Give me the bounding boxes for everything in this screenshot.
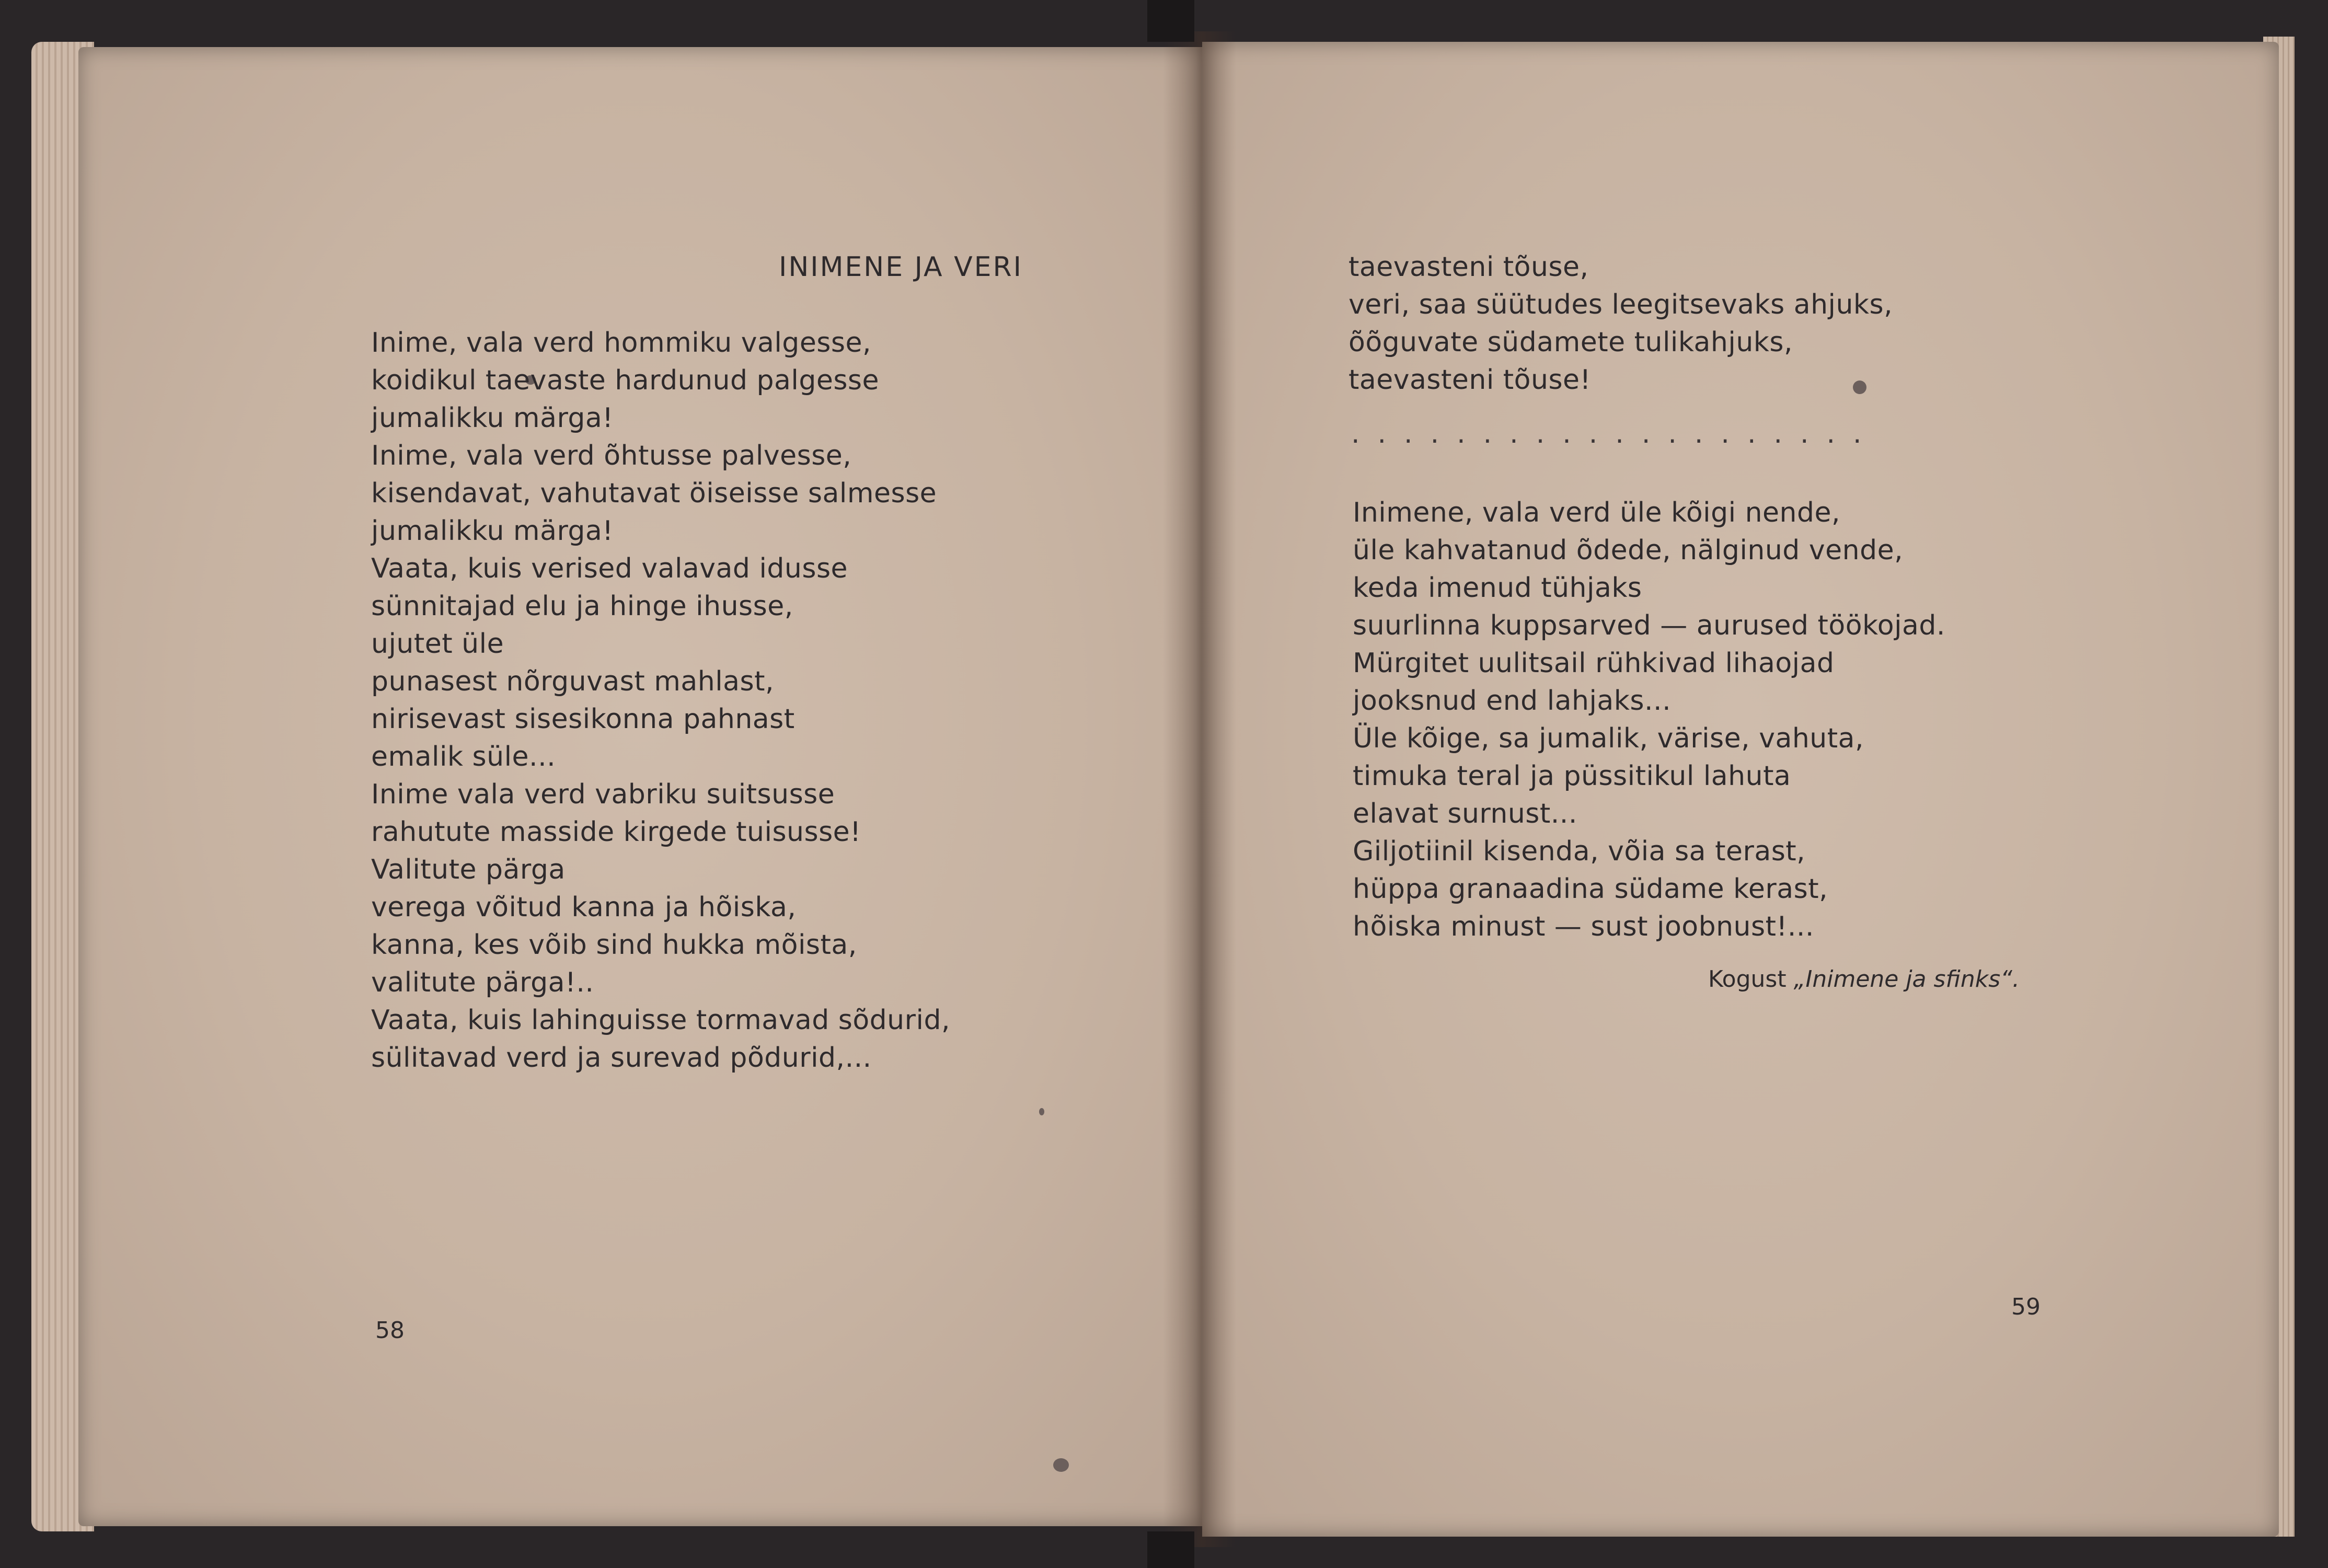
poem-line: nirisevast sisesikonna pahnast	[371, 704, 795, 735]
poem-line: verega võitud kanna ja hõiska,	[371, 892, 797, 923]
poem-line: Giljotiinil kisenda, võia sa terast,	[1353, 836, 1806, 867]
poem-line: taevasteni tõuse!	[1349, 364, 1591, 396]
poem-line: Mürgitet uulitsail rühkivad lihaojad	[1353, 648, 1835, 679]
spine-bottom	[1147, 1531, 1194, 1568]
poem-line: punasest nõrguvast mahlast,	[371, 666, 775, 697]
poem-line: rahutute masside kirgede tuisusse!	[371, 816, 861, 848]
poem-line: suurlinna kuppsarved — aurused töökojad.	[1353, 610, 1945, 641]
source-title: „Inimene ja sfinks“.	[1793, 966, 2020, 993]
poem-right-stanza-2	[1353, 494, 2163, 946]
poem-line: üle kahvatanud õdede, nälginud vende,	[1353, 535, 1904, 566]
poem-line: sülitavad verd ja surevad põdurid,...	[371, 1042, 872, 1074]
dotted-separator: ....................	[1351, 418, 1880, 449]
poem-line: koidikul taevaste hardunud palgesse	[371, 365, 880, 396]
poem-line: kanna, kes võib sind hukka mõista,	[371, 929, 857, 961]
spine-top	[1147, 0, 1194, 42]
poem-line: keda imenud tühjaks	[1353, 572, 1642, 604]
poem-line: jumalikku märga!	[371, 515, 614, 547]
poem-line: jooksnud end lahjaks...	[1353, 685, 1672, 717]
source-prefix: Kogust	[1708, 966, 1787, 993]
poem-line: Üle kõige, sa jumalik, värise, vahuta,	[1353, 723, 1864, 754]
poem-line: Valitute pärga	[371, 854, 566, 885]
poem-line: hõiska minust — sust joobnust!...	[1353, 911, 1814, 942]
poem-line: Inimene, vala verd üle kõigi nende,	[1353, 497, 1841, 528]
poem-title: INIMENE JA VERI	[779, 251, 1023, 283]
poem-line: elavat surnust...	[1353, 798, 1577, 829]
poem-line: ujutet üle	[371, 628, 504, 660]
poem-line: Inime vala verd vabriku suitsusse	[371, 779, 835, 810]
poem-line: veri, saa süütudes leegitsevaks ahjuks,	[1349, 289, 1893, 320]
poem-line: Inime, vala verd hommiku valgesse,	[371, 327, 872, 359]
poem-line: kisendavat, vahutavat öiseisse salmesse	[371, 478, 937, 509]
poem-line: õõguvate südamete tulikahjuks,	[1349, 327, 1793, 358]
page-number-right: 59	[2011, 1294, 2041, 1320]
poem-line: hüppa granaadina südame kerast,	[1353, 873, 1828, 905]
page-number-left: 58	[375, 1317, 405, 1344]
poem-line: Vaata, kuis verised valavad idusse	[371, 553, 848, 584]
poem-line: sünnitajad elu ja hinge ihusse,	[371, 591, 793, 622]
poem-left-stanzas	[371, 324, 1129, 1077]
poem-line: timuka teral ja püssitikul lahuta	[1353, 760, 1791, 792]
source-citation	[1708, 966, 2020, 993]
poem-line: taevasteni tõuse,	[1349, 251, 1589, 283]
poem-line: valitute pärga!..	[371, 967, 594, 998]
poem-right-stanza-1	[1349, 248, 2133, 399]
poem-line: Inime, vala verd õhtusse palvesse,	[371, 440, 852, 471]
poem-line: jumalikku märga!	[371, 402, 614, 434]
poem-line: emalik süle...	[371, 741, 556, 773]
paper-speck	[1053, 1458, 1069, 1472]
paper-speck	[1039, 1108, 1044, 1115]
book-gutter	[1163, 31, 1236, 1547]
poem-line: Vaata, kuis lahinguisse tormavad sõdurid,	[371, 1005, 951, 1036]
